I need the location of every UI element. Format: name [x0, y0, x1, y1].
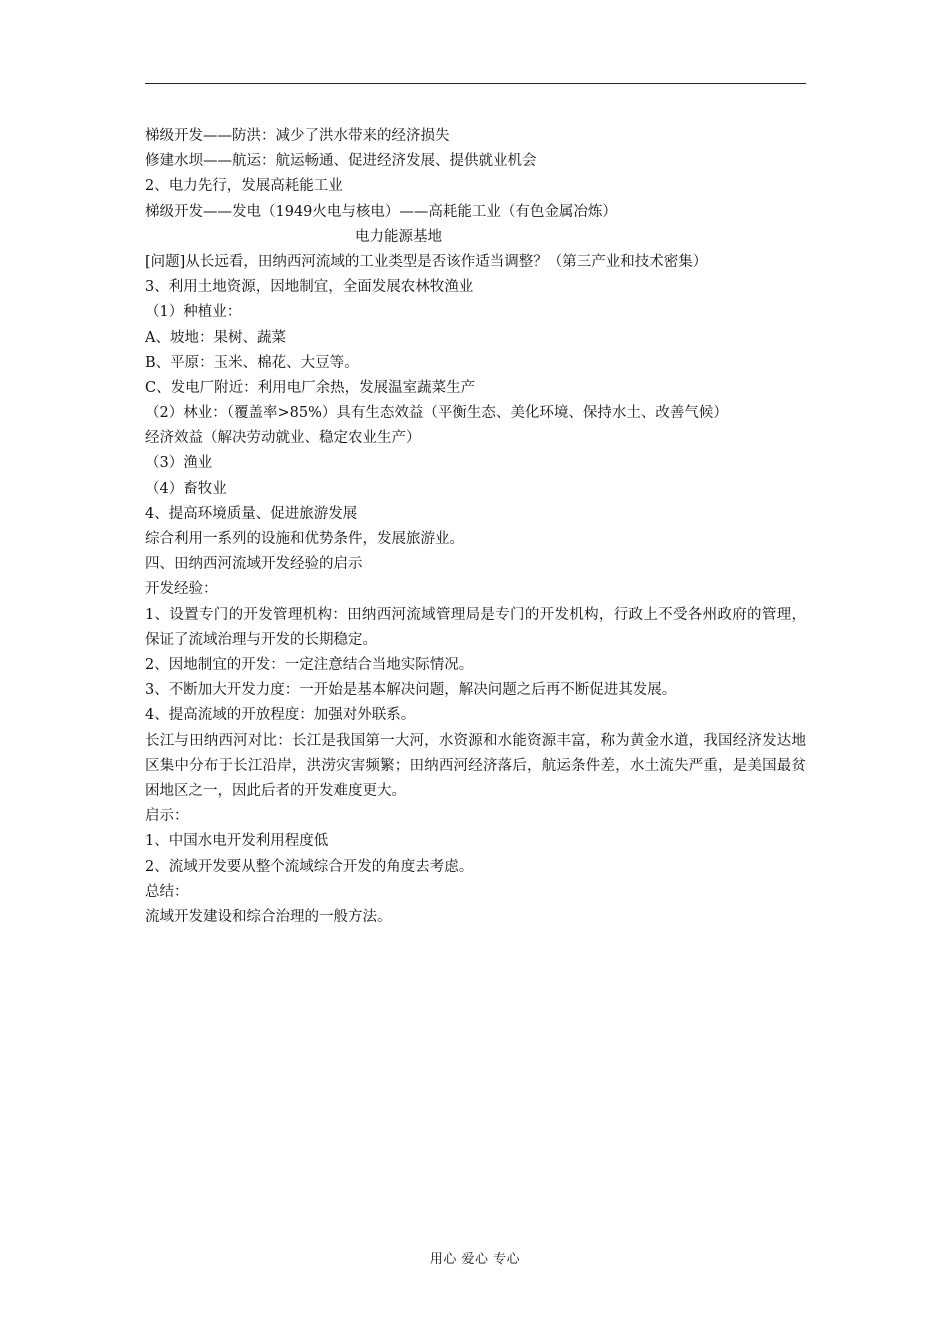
text-line: （3）渔业	[145, 455, 213, 472]
text-line: （1）种植业：	[145, 304, 242, 321]
text-line: 2、流域开发要从整个流域综合开发的角度去考虑。	[145, 858, 474, 875]
section-heading: 4、提高环境质量、促进旅游发展	[145, 505, 358, 522]
text-line: 梯级开发——防洪：减少了洪水带来的经济损失	[145, 128, 450, 144]
text-line: A、坡地：果树、蔬菜	[145, 329, 286, 346]
centered-text-line: 电力能源基地	[355, 228, 442, 245]
text-line: 3、不断加大开发力度：一开始是基本解决问题，解决问题之后再不断促进其发展。	[145, 682, 677, 699]
text-line: 总结：	[145, 883, 189, 900]
text-line: 梯级开发——发电（1949火电与核电）——高耗能工业（有色金属冶炼）	[145, 203, 617, 220]
paragraph: 1、设置专门的开发管理机构：田纳西河流域管理局是专门的开发机构，行政上不受各州政府的管理，保证了流域治理与开发的长期稳定。	[145, 606, 806, 648]
section-heading: 四、田纳西河流域开发经验的启示	[145, 556, 363, 573]
text-line: 修建水坝——航运：航运畅通、促进经济发展、提供就业机会	[145, 153, 537, 170]
text-line: 1、中国水电开发利用程度低	[145, 833, 329, 850]
text-line: B、平原：玉米、棉花、大豆等。	[145, 354, 359, 371]
text-line: 启示：	[145, 808, 189, 825]
header-rule	[145, 83, 806, 84]
section-heading: 3、利用土地资源，因地制宜，全面发展农林牧渔业	[145, 279, 474, 296]
document-body	[145, 124, 806, 930]
text-line: C、发电厂附近：利用电厂余热，发展温室蔬菜生产	[145, 379, 476, 396]
question-line: [问题]从长远看，田纳西河流域的工业类型是否该作适当调整？（第三产业和技术密集）	[145, 253, 708, 270]
text-line: 2、电力先行，发展高耗能工业	[145, 178, 343, 195]
text-line: 4、提高流域的开放程度：加强对外联系。	[145, 707, 416, 724]
text-line: 2、因地制宜的开发：一定注意结合当地实际情况。	[145, 656, 474, 673]
text-line: （4）畜牧业	[145, 480, 227, 497]
text-line: 流域开发建设和综合治理的一般方法。	[145, 908, 392, 925]
text-line: 开发经验：	[145, 581, 218, 598]
paragraph: 长江与田纳西河对比：长江是我国第一大河，水资源和水能资源丰富，称为黄金水道，我国经济发达地区集中分布于长江沿岸，洪涝灾害频繁；田纳西河经济落后，航运条件差，水土流失严重，是美国最贫困地区之一，因此后者的开发难度更大。	[145, 732, 806, 799]
text-line: 经济效益（解决劳动就业、稳定农业生产）	[145, 430, 421, 447]
page-footer: 用心 爱心 专心	[429, 1252, 521, 1267]
text-line: （2）林业：（覆盖率>85%）具有生态效益（平衡生态、美化环境、保持水土、改善气候）	[145, 405, 728, 422]
text-line: 综合利用一系列的设施和优势条件，发展旅游业。	[145, 531, 464, 547]
